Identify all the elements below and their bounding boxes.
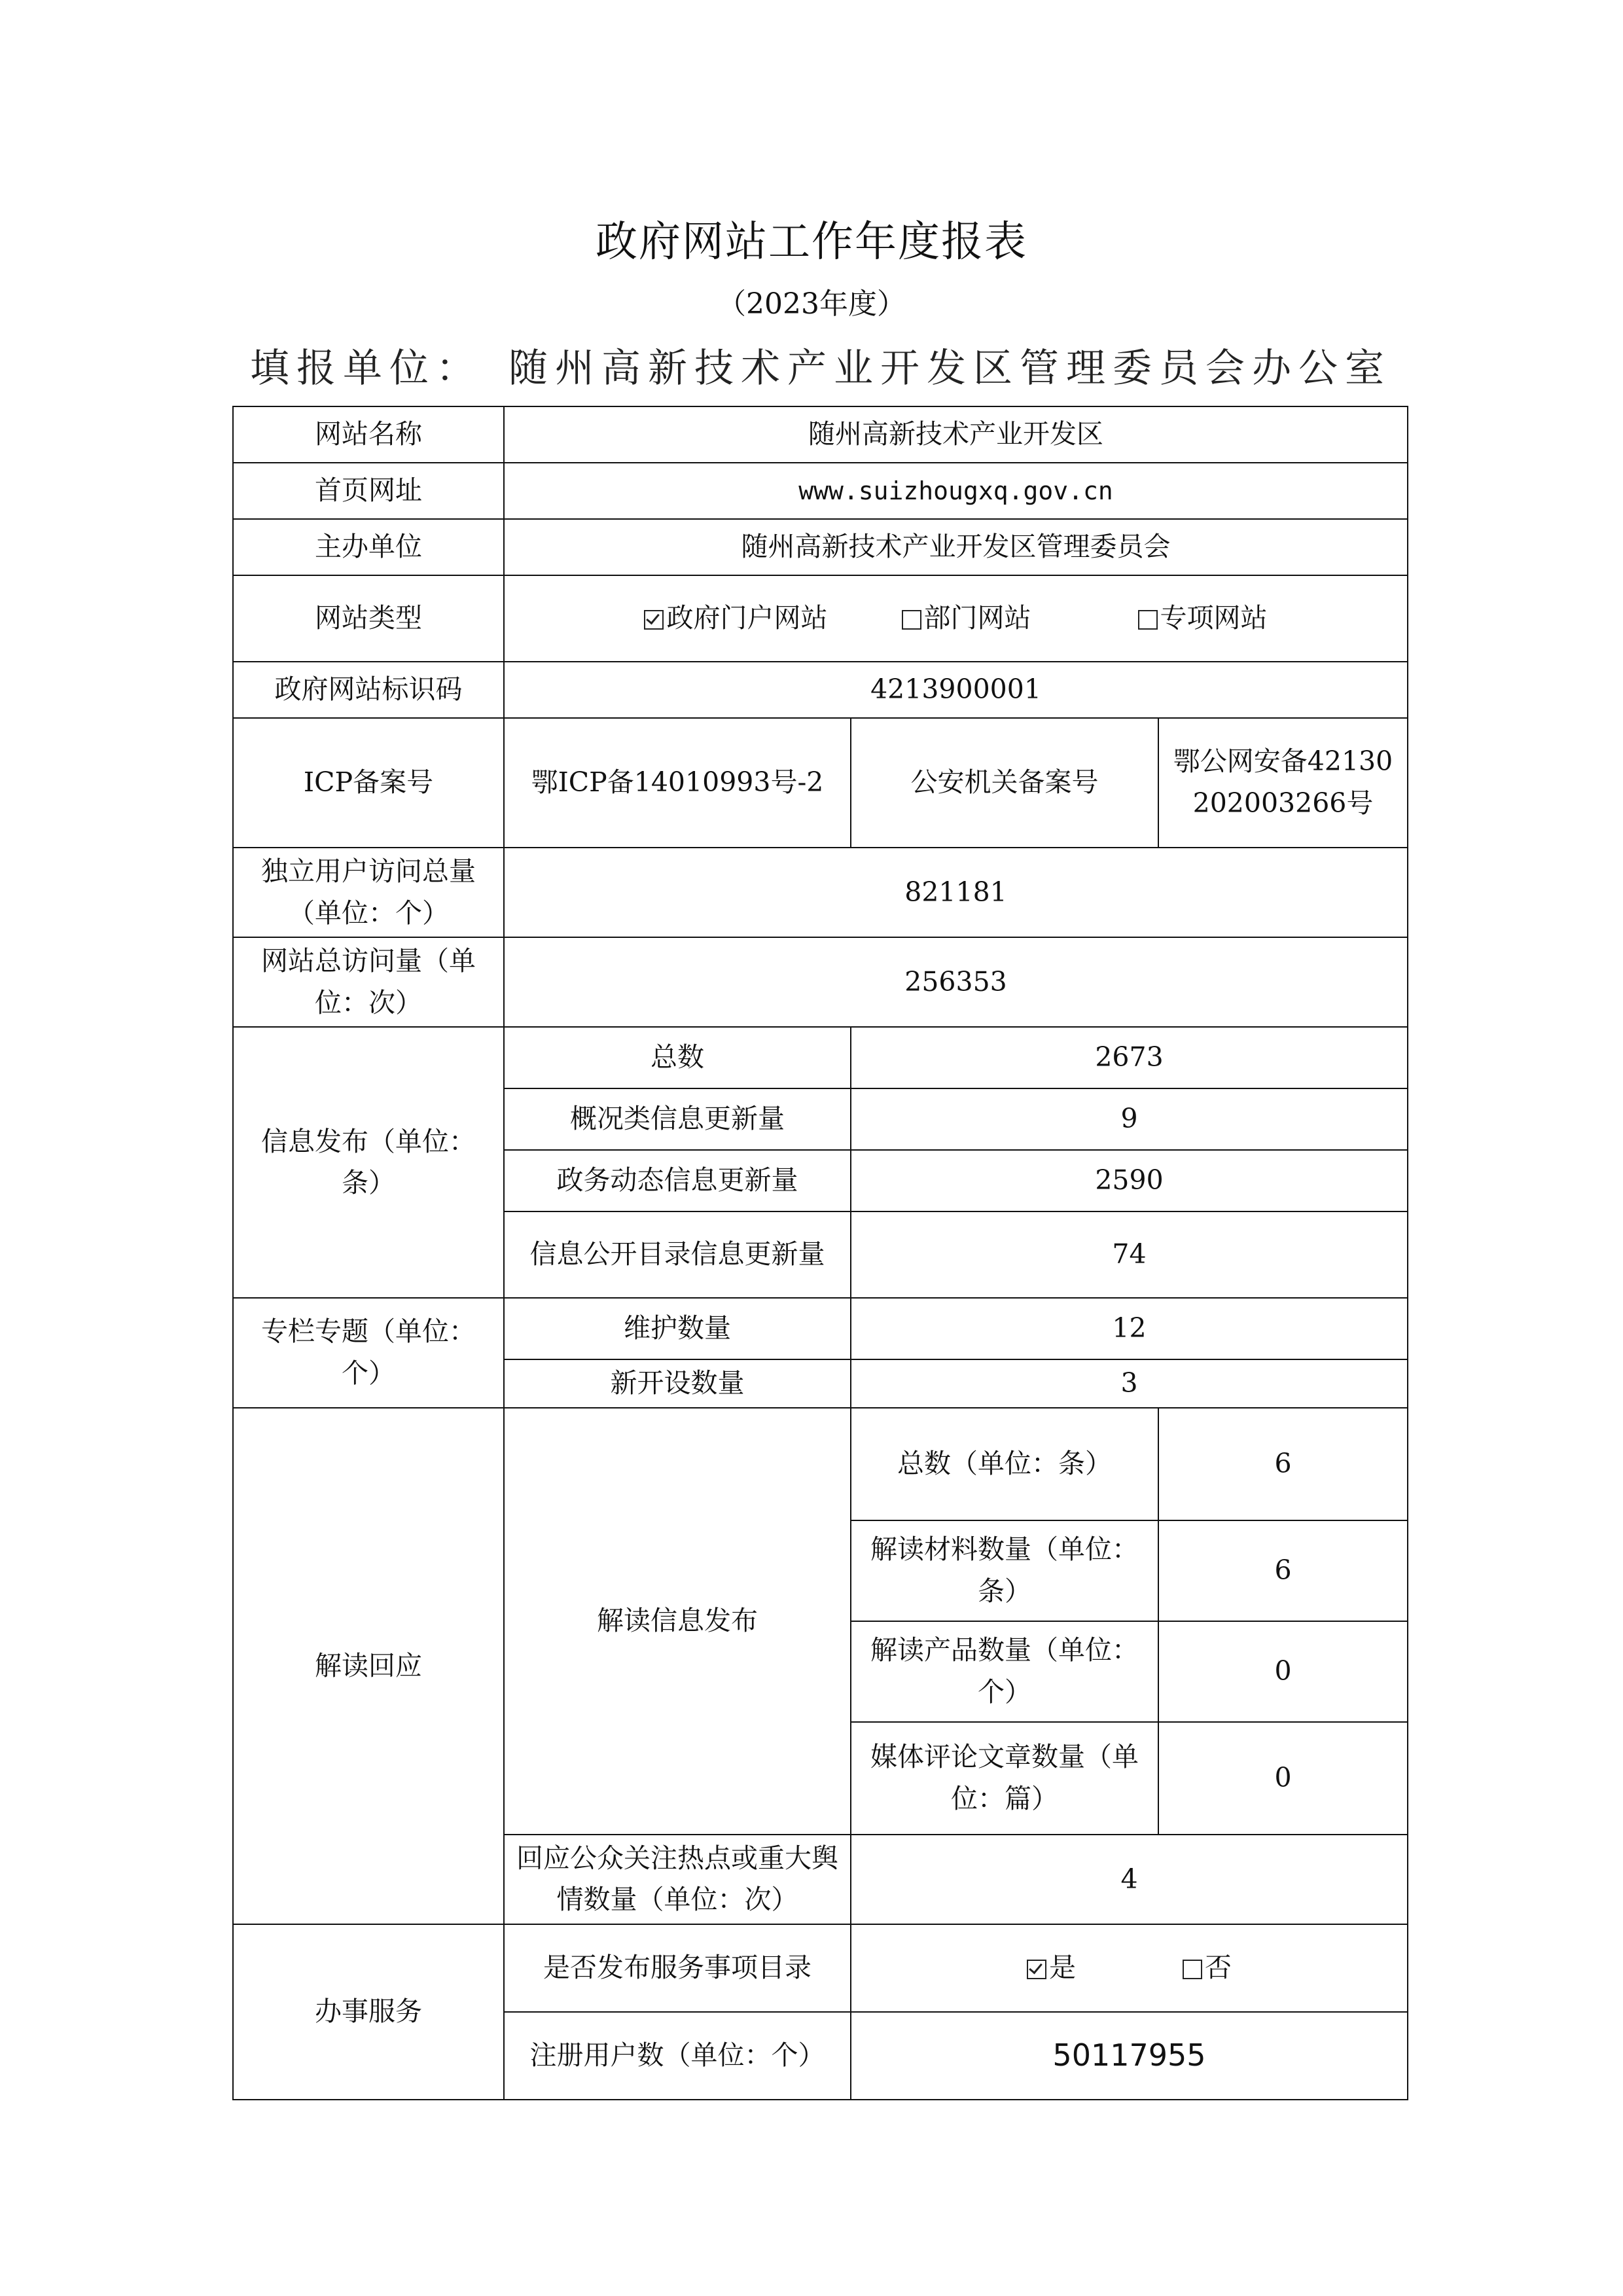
table-row xyxy=(233,406,1408,463)
registered-users-label: 注册用户数（单位：个） xyxy=(504,2012,851,2100)
police-record-value: 鄂公网安备42130202003266号 xyxy=(1158,718,1408,848)
reporting-unit-name: 随州高新技术产业开发区管理委员会办公室 xyxy=(508,346,1391,391)
row-label: 网站类型 xyxy=(233,575,504,662)
catalog-options xyxy=(851,1924,1408,2012)
table-row xyxy=(233,519,1408,575)
table-row xyxy=(233,662,1408,718)
row-label: 网站总访问量（单位：次） xyxy=(233,937,504,1027)
response-value: 4 xyxy=(851,1835,1408,1924)
info-publish-item-value: 2590 xyxy=(851,1150,1408,1211)
checked-checkbox-icon xyxy=(644,610,664,630)
special-columns-item-label: 新开设数量 xyxy=(504,1359,851,1408)
interpretation-item-label: 媒体评论文章数量（单位：篇） xyxy=(851,1722,1158,1835)
info-publish-item-label: 总数 xyxy=(504,1027,851,1088)
special-columns-label: 专栏专题（单位：个） xyxy=(233,1298,504,1408)
table-row xyxy=(233,1027,1408,1088)
page-title: 政府网站工作年度报表 xyxy=(596,218,1027,266)
row-label: 首页网址 xyxy=(233,463,504,519)
interpretation-item-label: 解读产品数量（单位：个） xyxy=(851,1621,1158,1722)
interpretation-item-value: 0 xyxy=(1158,1722,1408,1835)
info-publish-item-label: 概况类信息更新量 xyxy=(504,1088,851,1150)
homepage-url-value: www.suizhougxq.gov.cn xyxy=(504,463,1408,519)
site-type-options xyxy=(504,575,1408,662)
empty-checkbox-icon xyxy=(902,610,921,630)
row-label: 独立用户访问总量（单位：个） xyxy=(233,848,504,937)
interpretation-sub-label: 解读信息发布 xyxy=(504,1408,851,1835)
site-code-value: 4213900001 xyxy=(504,662,1408,718)
info-publish-item-value: 74 xyxy=(851,1211,1408,1298)
info-publish-item-label: 政务动态信息更新量 xyxy=(504,1150,851,1211)
reporting-unit-label: 填报单位： xyxy=(250,346,482,391)
table-row xyxy=(233,1924,1408,2012)
site-type-option: 政府门户网站 xyxy=(644,598,827,639)
interpretation-item-label: 总数（单位：条） xyxy=(851,1408,1158,1520)
special-columns-item-value: 12 xyxy=(851,1298,1408,1359)
table-row xyxy=(233,848,1408,937)
row-label: 政府网站标识码 xyxy=(233,662,504,718)
catalog-label: 是否发布服务事项目录 xyxy=(504,1924,851,2012)
interpretation-item-value: 6 xyxy=(1158,1408,1408,1520)
empty-checkbox-icon xyxy=(1183,1960,1202,1979)
row-label: ICP备案号 xyxy=(233,718,504,848)
table-row xyxy=(233,1298,1408,1359)
info-publish-label: 信息发布（单位：条） xyxy=(233,1027,504,1298)
row-label: 主办单位 xyxy=(233,519,504,575)
police-record-label: 公安机关备案号 xyxy=(851,718,1158,848)
row-label: 网站名称 xyxy=(233,406,504,463)
services-label: 办事服务 xyxy=(233,1924,504,2100)
unique-visitors-value: 821181 xyxy=(504,848,1408,937)
total-visits-value: 256353 xyxy=(504,937,1408,1027)
interpretation-label: 解读回应 xyxy=(233,1408,504,1924)
empty-checkbox-icon xyxy=(1138,610,1158,630)
site-type-option: 部门网站 xyxy=(902,598,1031,639)
special-columns-item-value: 3 xyxy=(851,1359,1408,1408)
reporting-unit xyxy=(250,337,1391,393)
interpretation-item-value: 0 xyxy=(1158,1621,1408,1722)
catalog-option: 是 xyxy=(1027,1947,1076,1989)
special-columns-item-label: 维护数量 xyxy=(504,1298,851,1359)
site-type-option: 专项网站 xyxy=(1138,598,1268,639)
table-row xyxy=(233,718,1408,848)
report-table xyxy=(232,406,1408,2100)
site-name-value: 随州高新技术产业开发区 xyxy=(504,406,1408,463)
checked-checkbox-icon xyxy=(1027,1960,1046,1979)
info-publish-item-value: 2673 xyxy=(851,1027,1408,1088)
sponsor-value: 随州高新技术产业开发区管理委员会 xyxy=(504,519,1408,575)
report-year: （2023年度） xyxy=(717,287,906,321)
table-row xyxy=(233,575,1408,662)
info-publish-item-label: 信息公开目录信息更新量 xyxy=(504,1211,851,1298)
response-label: 回应公众关注热点或重大舆情数量（单位：次） xyxy=(504,1835,851,1924)
interpretation-item-label: 解读材料数量（单位：条） xyxy=(851,1520,1158,1621)
info-publish-item-value: 9 xyxy=(851,1088,1408,1150)
table-row xyxy=(233,1408,1408,1520)
registered-users-value: 50117955 xyxy=(851,2012,1408,2100)
table-row xyxy=(233,463,1408,519)
icp-value: 鄂ICP备14010993号-2 xyxy=(504,718,851,848)
table-row xyxy=(233,937,1408,1027)
catalog-option: 否 xyxy=(1183,1947,1232,1989)
interpretation-item-value: 6 xyxy=(1158,1520,1408,1621)
